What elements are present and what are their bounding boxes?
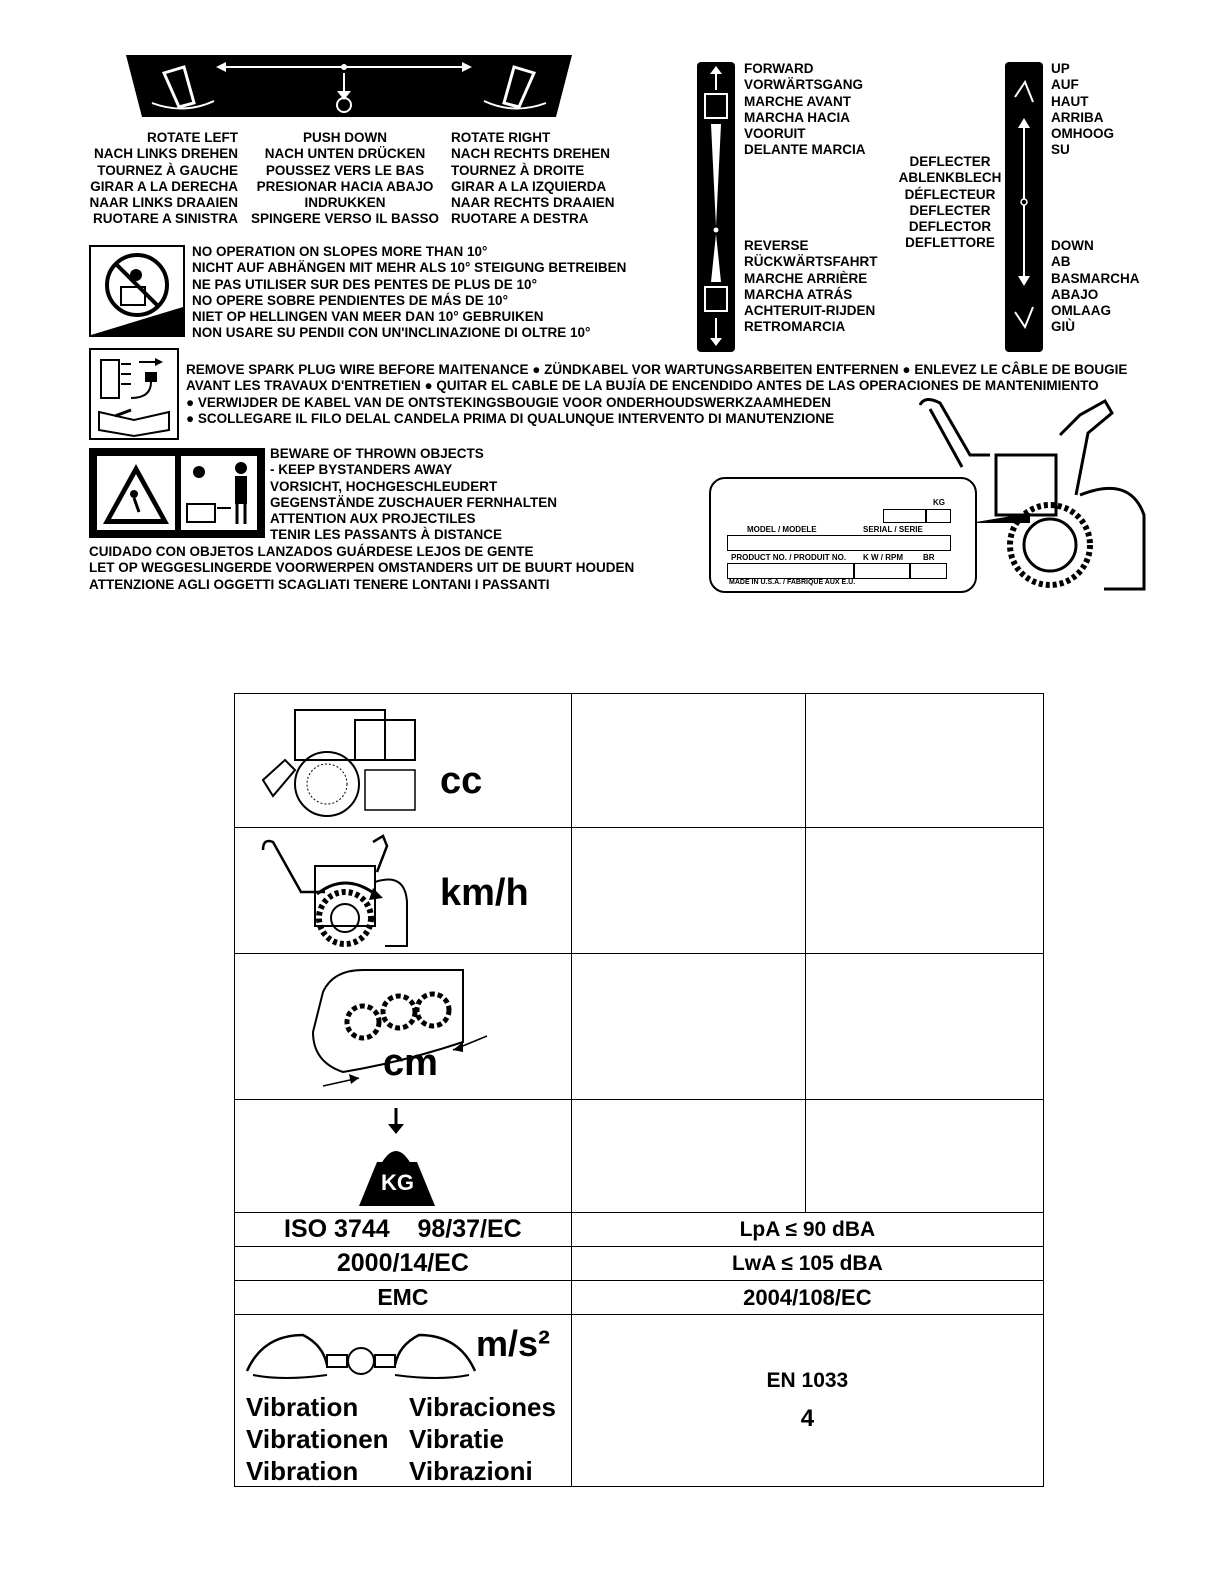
- plate-kg-label: KG: [933, 498, 945, 507]
- thrown-objects-text-long: CUIDADO CON OBJETOS LANZADOS GUÁRDESE LEJOS DE GENTE LET OP WEGGESLINGERDE VOORWERPEN OMSTANDERS UIT DE BUURT HOUDEN ATTENZIONE AGLI OGGETTI SCAGLIATI TENERE LONTANI I PASSANTI: [89, 544, 635, 592]
- table-row: [235, 1281, 1044, 1315]
- spark-plug-icon: [89, 348, 179, 440]
- vibration-value: 4: [800, 1404, 815, 1432]
- noise-directive: 2000/14/EC: [235, 1247, 572, 1281]
- deflector-text: DEFLECTER ABLENKBLECH DÉFLECTEUR DEFLECTER DEFLECTOR DEFLETTORE: [898, 154, 1002, 251]
- deflector-direction-icon: [1005, 62, 1043, 352]
- plate-made-label: MADE IN U.S.A. / FABRIQUE AUX E.U.: [729, 579, 856, 586]
- deflector-lever-decal: [1005, 62, 1043, 352]
- kg-value-cell-2: [806, 1100, 1044, 1213]
- table-row: [235, 1100, 1044, 1213]
- plate-box: [925, 509, 951, 523]
- chute-decal: [124, 53, 574, 119]
- plate-model-label: MODEL / MODELE: [747, 525, 817, 534]
- slope-text: NO OPERATION ON SLOPES MORE THAN 10° NICHT AUF ABHÄNGEN MIT MEHR ALS 10° STEIGUNG BETREIBEN NE PAS UTILISER SUR DES PENTES DE PLUS DE 10° NO OPERE SOBRE PENDIENTES DE MÁS DE 10° NIET OP HELLINGEN VAN MEER DAN 10° GEBRUIKEN NON USARE SU PENDII CON UN'INCLINAZIONE DI OLTRE 10°: [192, 244, 627, 341]
- iso-standard: ISO 3744 98/37/EC: [235, 1213, 572, 1247]
- plate-box: [853, 563, 911, 579]
- up-text: UP AUF HAUT ARRIBA OMHOOG SU: [1051, 61, 1114, 158]
- forward-text: FORWARD VORWÄRTSGANG MARCHE AVANT MARCHA HACIA VOORUIT DELANTE MARCIA: [744, 61, 866, 158]
- kmh-label: km/h: [440, 872, 529, 914]
- cc-label: cc: [440, 760, 483, 802]
- plate-kw-label: K W / RPM: [863, 553, 903, 562]
- ms2-label: m/s²: [476, 1323, 551, 1364]
- thrown-objects-icon: [89, 448, 265, 538]
- kmh-value-cell-2: [806, 828, 1044, 954]
- cm-value-cell-1: [571, 954, 806, 1100]
- emc-directive: 2004/108/EC: [571, 1281, 1043, 1315]
- plate-serial-label: SERIAL / SERIE: [863, 525, 923, 534]
- engine-icon: [255, 700, 435, 822]
- cc-value-cell-1: [571, 694, 806, 828]
- reverse-text: REVERSE RÜCKWÄRTSFAHRT MARCHE ARRIÈRE MARCHA ATRÁS ACHTERUIT-RIJDEN RETROMARCIA: [744, 238, 878, 335]
- kg-value-cell-1: [571, 1100, 806, 1213]
- emc-label: EMC: [235, 1281, 572, 1315]
- plate-box: [727, 535, 951, 551]
- plate-br-label: BR: [923, 553, 935, 562]
- vibration-labels-right: Vibraciones Vibratie Vibrazioni: [409, 1392, 556, 1486]
- plate-box: [909, 563, 947, 579]
- lwa-value: LwA ≤ 105 dBA: [571, 1247, 1043, 1281]
- table-row: [235, 828, 1044, 954]
- down-text: DOWN AB BASMARCHA ABAJO OMLAAG GIÙ: [1051, 238, 1140, 335]
- cm-value-cell-2: [806, 954, 1044, 1100]
- lpa-value: LpA ≤ 90 dBA: [571, 1213, 1043, 1247]
- push-down-text: PUSH DOWN NACH UNTEN DRÜCKEN POUSSEZ VERS LE BAS PRESIONAR HACIA ABAJO INDRUKKEN SPINGERE VERSO IL BASSO: [250, 130, 440, 227]
- kmh-value-cell-1: [571, 828, 806, 954]
- slope-warning-icon: [89, 245, 185, 337]
- plate-box: [727, 563, 855, 579]
- cc-value-cell-2: [806, 694, 1044, 828]
- plate-box: [883, 509, 927, 523]
- table-row: [235, 1213, 1044, 1247]
- snowblower-speed-icon: [255, 832, 435, 950]
- kg-label: KG: [381, 1170, 414, 1195]
- thrown-objects-text: BEWARE OF THROWN OBJECTS - KEEP BYSTANDERS AWAY VORSICHT, HOCHGESCHLEUDERT GEGENSTÄNDE ZUSCHAUER FERNHALTEN ATTENTION AUX PROJECTILES TENIR LES PASSANTS À DISTANCE: [270, 446, 558, 543]
- serial-plate: [709, 477, 977, 593]
- spark-plug-text: REMOVE SPARK PLUG WIRE BEFORE MAITENANCE ● ZÜNDKABEL VOR WARTUNGSARBEITEN ENTFERNEN ● ENLEVEZ LE CÂBLE DE BOUGIE AVANT LES TRAVAUX D'ENTRETIEN ● QUITAR EL CABLE DE LA BUJÍA DE ENCENDIDO ANTES DE LAS OPERACIONES DE MANTENIMIENTO ● VERWIJDER DE KABEL VAN DE ONTSTEKINGSBOUGIE VOOR ONDERHOUDSWERKZAAMHEDEN ● SCOLLEGARE IL FILO DELAL CANDELA PRIMA DI QUALUNQUE INTERVENTO DI MANUTENZIONE: [186, 362, 1128, 426]
- slope-badge: >10°: [93, 317, 119, 331]
- vibration-labels-left: Vibration Vibrationen Vibration: [246, 1392, 389, 1486]
- rotate-left-text: ROTATE LEFT NACH LINKS DREHEN TOURNEZ À GAUCHE GIRAR A LA DERECHA NAAR LINKS DRAAIEN RUOTARE A SINISTRA: [89, 130, 238, 227]
- table-row: [235, 694, 1044, 828]
- rotate-right-text: ROTATE RIGHT NACH RECHTS DREHEN TOURNEZ À DROITE GIRAR A LA IZQUIERDA NAAR RECHTS DRAAIEN RUOTARE A DESTRA: [451, 130, 615, 227]
- spec-table: [234, 693, 1044, 1487]
- table-row: [235, 954, 1044, 1100]
- hand-vibration-icon: [243, 1325, 479, 1385]
- en-standard: EN 1033: [766, 1368, 849, 1392]
- plate-product-label: PRODUCT NO. / PRODUIT NO.: [731, 553, 847, 562]
- drive-direction-icon: [697, 62, 735, 352]
- table-row: [235, 1247, 1044, 1281]
- drive-lever-decal: [697, 62, 735, 352]
- chute-control-icon: [124, 53, 574, 119]
- table-row: [235, 1315, 1044, 1487]
- cm-label: cm: [383, 1042, 438, 1084]
